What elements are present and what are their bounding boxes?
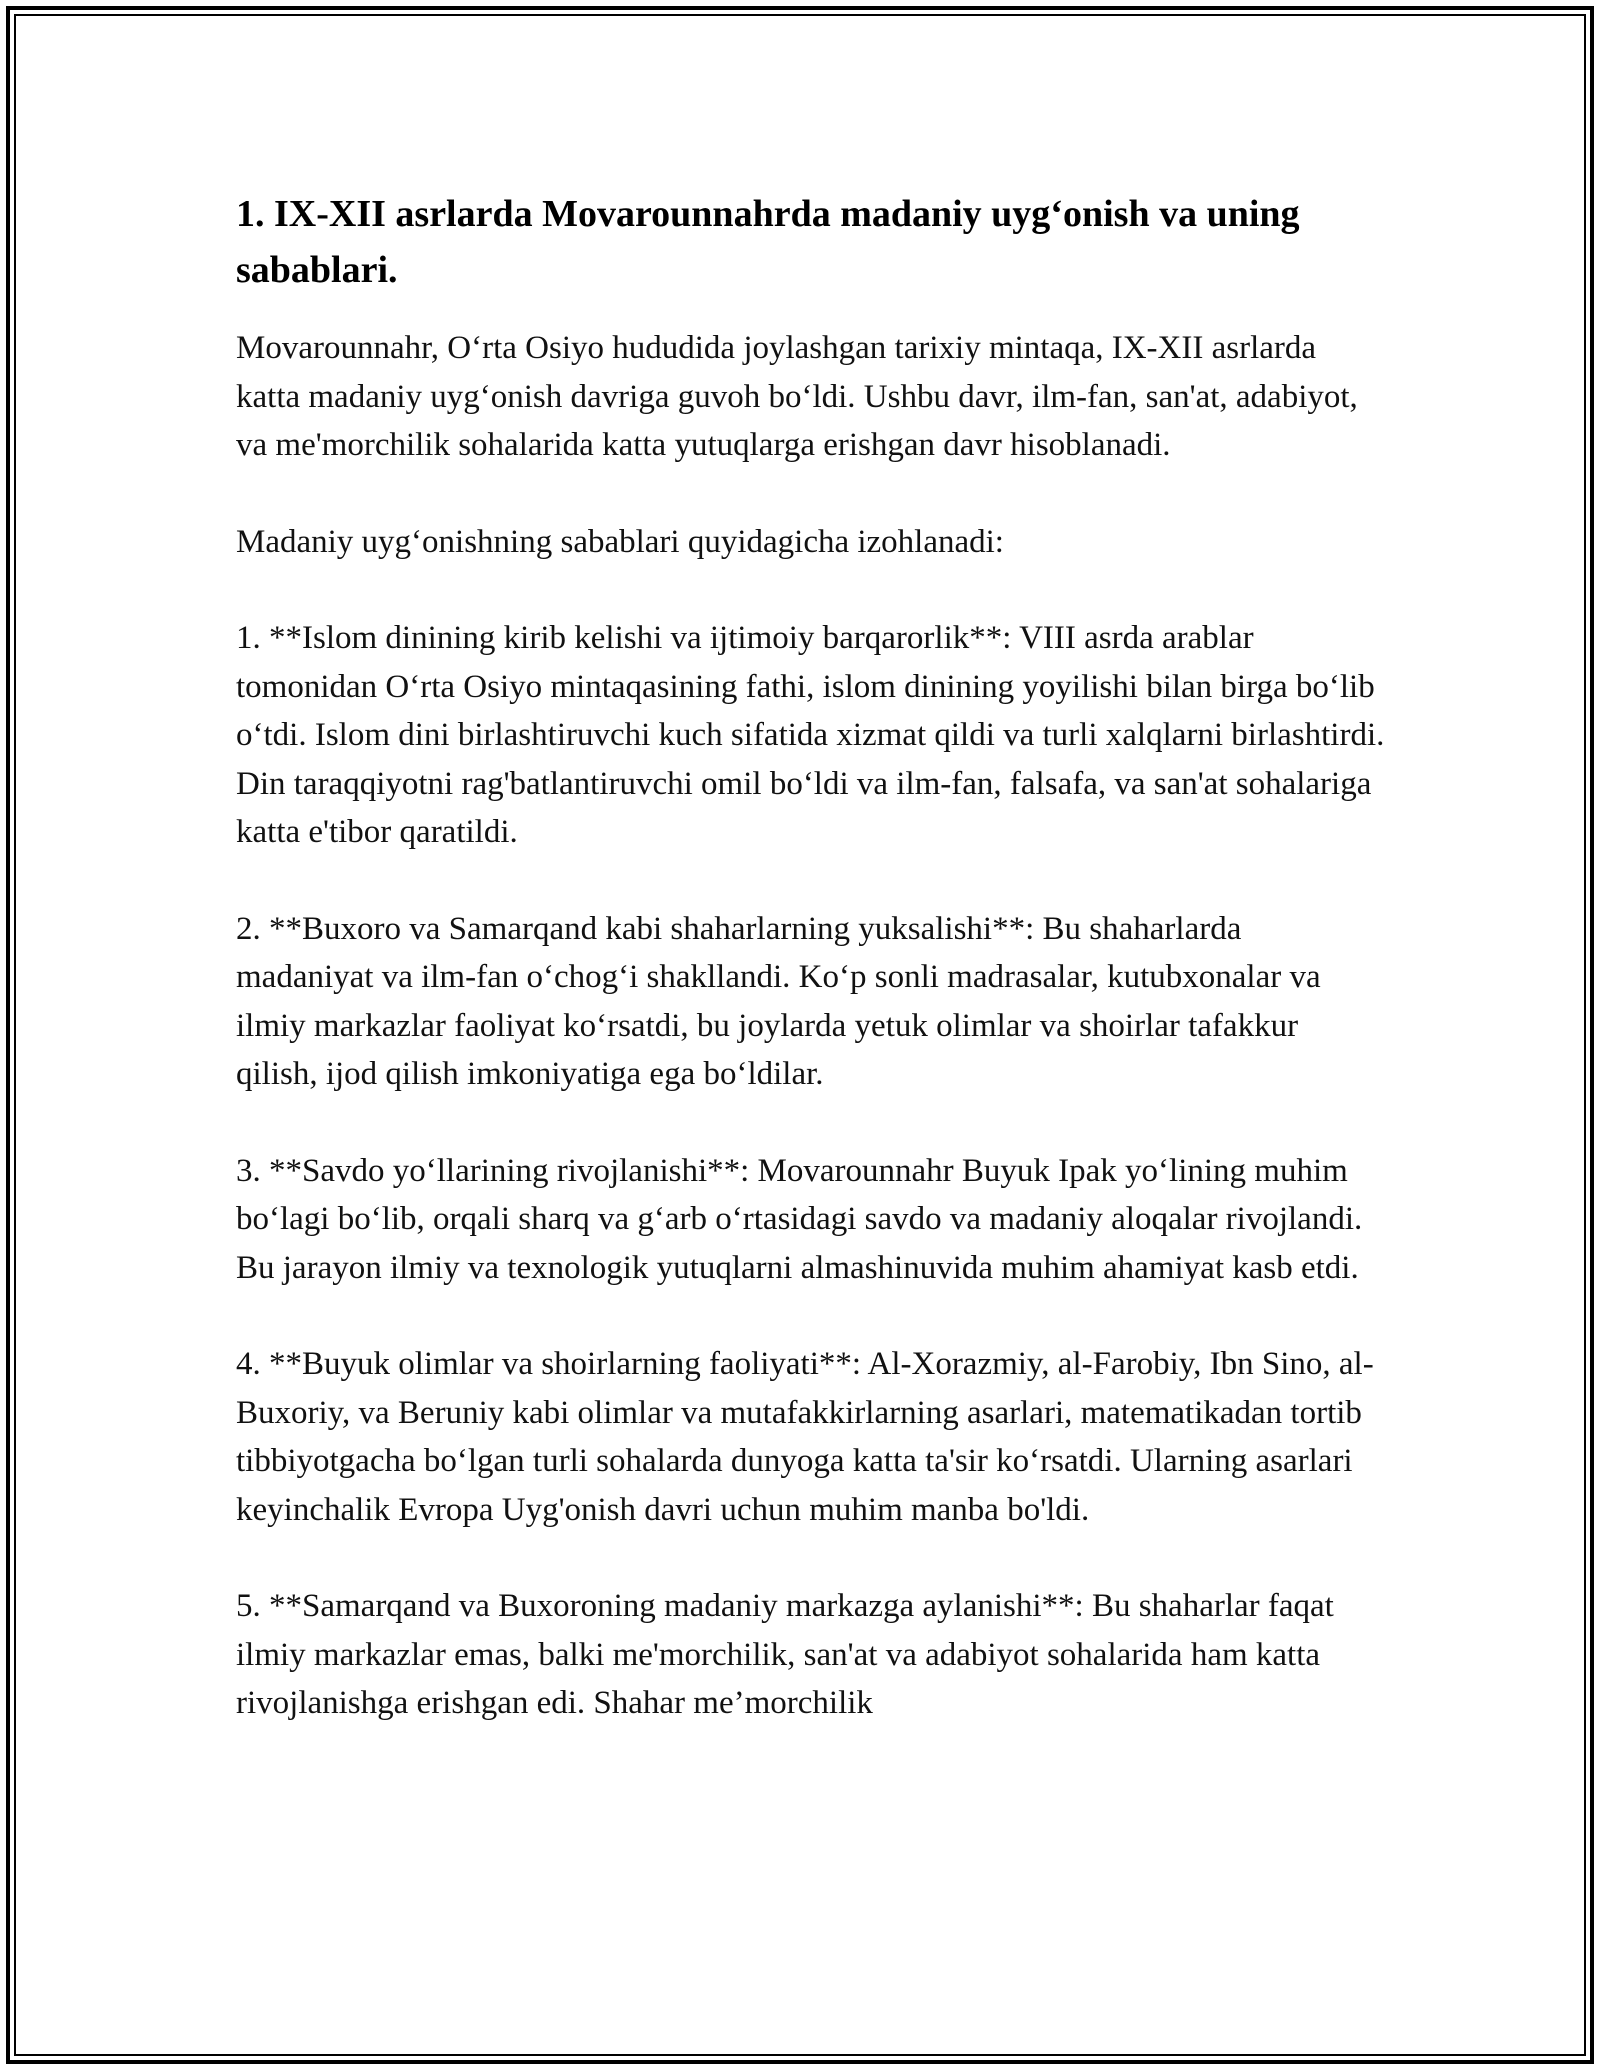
- reasons-intro-paragraph: Madaniy uyg‘onishning sabablari quyidagicha izohlanadi:: [236, 523, 1004, 560]
- reason-4-paragraph: 4. **Buyuk olimlar va shoirlarning faoliyati**: Al-Xorazmiy, al-Farobiy, Ibn Sino, al-Buxoriy, va Beruniy kabi olimlar va mutafakkirlarning asarlari, matematikadan tortib tibbiyotgacha bo‘lgan turli sohalarda dunyoga katta ta'sir ko‘rsatdi. Ularning asarlari keyinchalik Evropa Uyg'onish davri uchun muhim manba bo'ldi.: [236, 1346, 1374, 1528]
- section-heading: 1. IX-XII asrlarda Movarounnahrda madaniy uyg‘onish va uning sabablari.: [236, 193, 1300, 291]
- reason-3-paragraph: 3. **Savdo yo‘llarining rivojlanishi**: Movarounnahr Buyuk Ipak yo‘lining muhim bo‘lagi bo‘lib, orqali sharq va g‘arb o‘rtasidagi savdo va madaniy aloqalar rivojlandi. Bu jarayon ilmiy va texnologik yutuqlarni almashinuvida muhim ahamiyat kasb etdi.: [236, 1152, 1363, 1286]
- intro-paragraph: Movarounnahr, O‘rta Osiyo hududida joylashgan tarixiy mintaqa, IX-XII asrlarda katta madaniy uyg‘onish davriga guvoh bo‘ldi. Ushbu davr, ilm-fan, san'at, adabiyot, va me'morchilik sohalarida katta yutuqlarga erishgan davr hisoblanadi.: [236, 330, 1358, 463]
- reason-1-paragraph: 1. **Islom dinining kirib kelishi va ijtimoiy barqarorlik**: VIII asrda arablar tomonidan O‘rta Osiyo mintaqasining fathi, islom dinining yoyilishi bilan birga bo‘lib o‘tdi. Islom dini birlashtiruvchi kuch sifatida xizmat qildi va turli xalqlarni birlashtirdi. Din taraqqiyotni rag'batlantiruvchi omil bo‘ldi va ilm-fan, falsafa, va san'at sohalariga katta e'tibor qaratildi.: [236, 620, 1385, 850]
- reason-2-paragraph: 2. **Buxoro va Samarqand kabi shaharlarning yuksalishi**: Bu shaharlarda madaniyat va ilm-fan o‘chog‘i shakllandi. Ko‘p sonli madrasalar, kutubxonalar va ilmiy markazlar faoliyat ko‘rsatdi, bu joylarda yetuk olimlar va shoirlar tafakkur qilish, ijod qilish imkoniyatiga ega bo‘ldilar.: [236, 910, 1321, 1092]
- reason-5-paragraph: 5. **Samarqand va Buxoroning madaniy markazga aylanishi**: Bu shaharlar faqat ilmiy markazlar emas, balki me'morchilik, san'at va adabiyot sohalarida ham katta rivojlanishga erishgan edi. Shahar me’morchilik: [236, 1588, 1334, 1721]
- document-body: [236, 186, 1386, 1776]
